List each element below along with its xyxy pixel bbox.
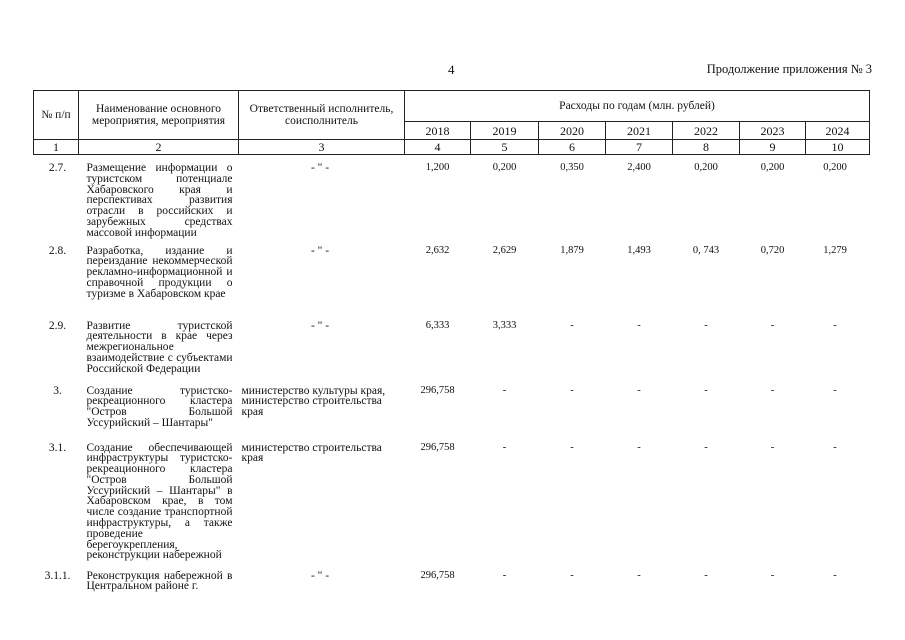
header-no: № п/п: [34, 91, 79, 140]
row-value: -: [770, 319, 775, 331]
year-header: 2019: [471, 122, 539, 140]
expenses-table: [33, 90, 870, 608]
row-name: Создание обеспечивающей инфраструктуры туристско-рекреационного кластера "Остров Большой Уссурийский – Шантары" в Хабаровском крае, в том числе создание транспортной инфраструктуры, а также проведение берегоукрепления, реконструкции набережной: [86, 441, 233, 562]
row-value: 0,200: [694, 162, 718, 173]
column-number: 2: [79, 140, 239, 155]
table-row: [34, 318, 870, 383]
table-row: [34, 383, 870, 440]
column-number: 1: [34, 140, 79, 155]
row-value: -: [570, 441, 574, 453]
row-responsible: министерство культуры края, министерство строительства края: [241, 384, 386, 419]
year-header: 2021: [606, 122, 673, 140]
page-number: 4: [448, 62, 455, 77]
row-value: -: [770, 384, 775, 396]
row-value: 0,350: [560, 162, 584, 173]
row-value: 1,200: [425, 162, 450, 173]
appendix-label: Продолжение приложения № 3: [706, 62, 872, 76]
row-name: Реконструкция набережной в Центральном районе г.: [86, 569, 233, 593]
header-name: Наименование основного мероприятия, мероприятия: [79, 91, 239, 140]
row-responsible: министерство строительства края: [241, 441, 382, 465]
row-responsible: - " -: [310, 162, 330, 174]
table-row: [34, 243, 870, 318]
row-number: 2.9.: [48, 319, 67, 332]
column-number: 5: [471, 140, 539, 155]
row-number: 2.8.: [48, 244, 67, 257]
header-expenses: Расходы по годам (млн. рублей): [405, 91, 870, 122]
table-body: [34, 155, 870, 608]
row-value: 296,758: [420, 384, 455, 396]
header-responsible: Ответственный исполнитель, соисполнитель: [239, 91, 405, 140]
column-number: 8: [673, 140, 740, 155]
row-value: 296,758: [420, 441, 455, 453]
row-value: -: [637, 384, 641, 396]
row-value: 1,279: [823, 244, 847, 256]
column-number: 4: [405, 140, 471, 155]
year-header: 2020: [539, 122, 606, 140]
row-value: 2,400: [627, 162, 651, 173]
row-value: -: [833, 384, 837, 396]
row-value: 1,493: [627, 244, 651, 256]
column-number: 3: [239, 140, 405, 155]
row-value: 6,333: [425, 319, 450, 331]
column-number: 10: [806, 140, 870, 155]
row-value: -: [502, 569, 507, 581]
row-value: 296,758: [420, 569, 455, 581]
column-number: 9: [740, 140, 806, 155]
row-value: 0, 743: [692, 244, 720, 256]
row-value: -: [570, 319, 574, 331]
row-value: -: [770, 441, 775, 453]
row-value: 1,879: [560, 244, 584, 256]
row-responsible: - " -: [310, 319, 330, 332]
row-responsible: - " -: [310, 569, 330, 582]
row-responsible: - " -: [310, 244, 330, 257]
row-value: 3,333: [492, 319, 517, 331]
row-value: -: [502, 384, 507, 396]
row-value: -: [770, 569, 775, 581]
row-value: -: [704, 441, 708, 453]
row-name: Размещение информации о туристском потенциале Хабаровского края и перспективах развития отрасли в российских и зарубежных средствах массовой информации: [86, 162, 233, 239]
year-header: 2018: [405, 122, 471, 140]
table-row: [34, 440, 870, 568]
row-value: -: [833, 319, 837, 331]
row-value: 2,629: [492, 244, 517, 256]
row-value: -: [570, 384, 574, 396]
column-number: 6: [539, 140, 606, 155]
year-header: 2023: [740, 122, 806, 140]
row-number: 2.7.: [48, 162, 67, 174]
row-number: 3.1.: [48, 441, 67, 454]
row-number: 3.: [53, 384, 62, 397]
row-value: -: [637, 569, 641, 581]
table-row: [34, 568, 870, 608]
row-value: -: [637, 441, 641, 453]
row-value: 0,200: [760, 162, 785, 173]
row-name: Создание туристско-рекреационного кластера "Остров Большой Уссурийский – Шантары": [86, 384, 233, 429]
row-value: -: [704, 569, 708, 581]
year-header: 2024: [806, 122, 870, 140]
row-value: -: [704, 319, 708, 331]
row-value: 0,720: [760, 244, 785, 256]
row-number: 3.1.1.: [44, 569, 71, 582]
year-header: 2022: [673, 122, 740, 140]
row-name: Разработка, издание и переиздание некоммерческой рекламно-информационной и справочной продукции о туризме в Хабаровском крае: [86, 244, 233, 300]
row-value: 0,200: [492, 162, 517, 173]
column-number-row: [34, 140, 870, 155]
row-value: 2,632: [425, 244, 450, 256]
row-value: -: [637, 319, 641, 331]
row-value: -: [704, 384, 708, 396]
row-name: Развитие туристской деятельности в крае через межрегиональное взаимодействие с субъектами Российской Федерации: [86, 319, 233, 375]
row-value: -: [833, 441, 837, 453]
row-value: -: [833, 569, 837, 581]
column-number: 7: [606, 140, 673, 155]
table-row: [34, 155, 870, 243]
row-value: 0,200: [823, 162, 847, 173]
row-value: -: [502, 441, 507, 453]
row-value: -: [570, 569, 574, 581]
